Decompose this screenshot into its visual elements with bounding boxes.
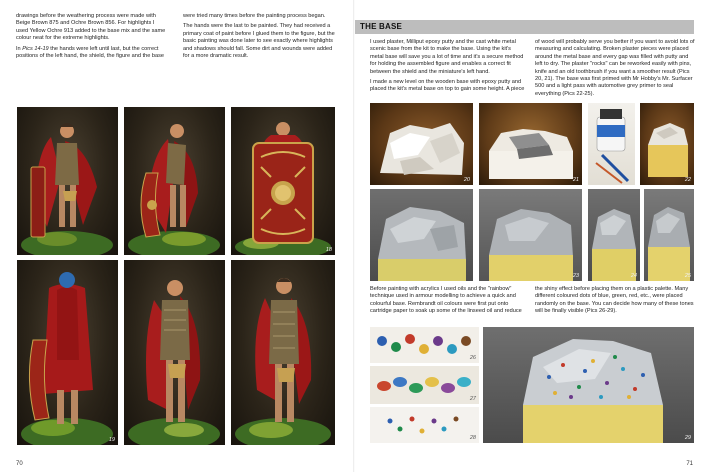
photo-primed-base-4 bbox=[644, 189, 694, 281]
left-page bbox=[0, 0, 354, 472]
photo-legionary-three-quarter bbox=[124, 260, 225, 445]
photo-legionary-front-2 bbox=[231, 260, 335, 445]
photo-number: 21 bbox=[572, 177, 579, 183]
pics-reference: Pics 14-19 bbox=[22, 45, 49, 52]
photo-surfacer-bottle bbox=[588, 103, 635, 185]
right-text-column-3 bbox=[370, 286, 526, 319]
photo-number: 18 bbox=[325, 247, 332, 253]
legionary-figure-illustration bbox=[17, 260, 118, 445]
photo-primed-base-1 bbox=[370, 189, 473, 281]
paragraph bbox=[16, 46, 166, 61]
legionary-figure-illustration bbox=[231, 260, 335, 445]
section-header-bar bbox=[355, 20, 694, 34]
photo-primed-base-3 bbox=[588, 189, 640, 281]
surfacer-bottle-illustration bbox=[588, 103, 635, 185]
paragraph: the shiny effect before placing them on a plastic palette. Many different coloured dots of blue, green, red, etc., were placed randomly on the base. You can decide how many of these tones will be finally visible (Pics 26-29). bbox=[535, 286, 694, 315]
photo-number: 20 bbox=[463, 177, 470, 183]
paragraph: I made a new level on the wooden base with epoxy putty and placed the kit's metal base on top to gain some height. A piece bbox=[370, 79, 525, 93]
photo-oil-palette-1 bbox=[370, 327, 479, 363]
right-text-column-2 bbox=[535, 39, 695, 101]
photo-number: 29 bbox=[684, 435, 691, 441]
photo-number: 19 bbox=[108, 437, 115, 443]
photo-legionary-side bbox=[124, 107, 225, 255]
oil-dots-illustration bbox=[370, 407, 479, 443]
primed-base-illustration bbox=[588, 189, 640, 281]
photo-legionary-front bbox=[17, 107, 118, 255]
photo-number: 26 bbox=[469, 355, 476, 361]
primed-base-illustration bbox=[644, 189, 694, 281]
text-run: the hands were left until last, but the correct positions of the left hand, the shield, the figure and the base bbox=[16, 45, 165, 60]
page-number: 71 bbox=[686, 461, 693, 467]
plaster-base-illustration bbox=[479, 103, 582, 185]
right-text-column-1 bbox=[370, 39, 526, 97]
photo-colored-base bbox=[483, 327, 694, 443]
photo-oil-palette-2 bbox=[370, 366, 479, 404]
photo-metal-base-on-plaster bbox=[479, 103, 582, 185]
photo-primed-base-2 bbox=[479, 189, 582, 281]
colored-base-illustration bbox=[483, 327, 694, 443]
section-title: THE BASE bbox=[360, 22, 403, 31]
paragraph: drawings before the weathering process were made with Beige Brown 875 and Ochre Brown 856. For highlights I used Yellow Ochre 913 added to the base mix and the same colour neat for the extreme highlights. bbox=[16, 13, 166, 42]
left-text-column-2 bbox=[183, 13, 338, 63]
shield-figure-illustration bbox=[231, 107, 335, 255]
text-run: In bbox=[16, 45, 23, 52]
paragraph: I used plaster, Milliput epoxy putty and the cast white metal scenic base from the kit to make the base. Using the kit's metal base will save you a lot of time and it's a secure method for holding the assembled figure and enables a correct fit between the shield and the miniature's left hand. bbox=[370, 39, 524, 75]
photo-legionary-shield bbox=[231, 107, 335, 255]
photo-number: 24 bbox=[630, 273, 637, 279]
photo-legionary-back bbox=[17, 260, 118, 445]
plaster-base-illustration bbox=[370, 103, 473, 185]
left-text-column-1 bbox=[16, 13, 166, 63]
paragraph: were tried many times before the painting process began. bbox=[183, 13, 326, 19]
paragraph: of wood will probably serve you better if you want to avoid lots of measuring and calculating. Broken plaster pieces were placed around the metal base and every gap was filled with putty and left to dry. The plaster "rocks" can be reworked easily with pins, knife and an old toothbrush if you want a smoother result (Pics 20, 21). The base was first primed with Mr Hobby's Mr. Surfacer 500 and a light pass with automotive grey primer to seal everything (Pics 22-25). bbox=[535, 39, 695, 97]
legionary-figure-illustration bbox=[124, 260, 225, 445]
plaster-base-illustration bbox=[640, 103, 694, 185]
photo-number: 25 bbox=[684, 273, 691, 279]
photo-plaster-pieces bbox=[370, 103, 473, 185]
right-text-column-4 bbox=[535, 286, 695, 319]
paragraph: The hands were the last to be painted. They had received a primary coat of paint before I glued them to the figure, but the basic painting was done later to see exactly where highlights and shadows should fall. Some dirt and wounds were added for a more dramatic result. bbox=[183, 23, 335, 60]
oil-dots-illustration bbox=[370, 366, 479, 404]
legionary-figure-illustration bbox=[124, 107, 225, 255]
photo-number: 22 bbox=[684, 177, 691, 183]
primed-base-illustration bbox=[479, 189, 582, 281]
right-page bbox=[355, 0, 709, 472]
photo-oil-palette-3 bbox=[370, 407, 479, 443]
legionary-figure-illustration bbox=[17, 107, 118, 255]
photo-number: 27 bbox=[469, 396, 476, 402]
paragraph: Before painting with acrylics I used oils and the "rainbow" technique used in armour modelling to achieve a quick and colourful base. Rembrandt oil colours were first put onto cartridge paper to soak up some of the linseed oil and reduce bbox=[370, 286, 522, 315]
photo-base-block bbox=[640, 103, 694, 185]
photo-number: 28 bbox=[469, 435, 476, 441]
primed-base-illustration bbox=[370, 189, 473, 281]
oil-dots-illustration bbox=[370, 327, 479, 363]
photo-number: 23 bbox=[572, 273, 579, 279]
page-number: 70 bbox=[16, 461, 23, 467]
